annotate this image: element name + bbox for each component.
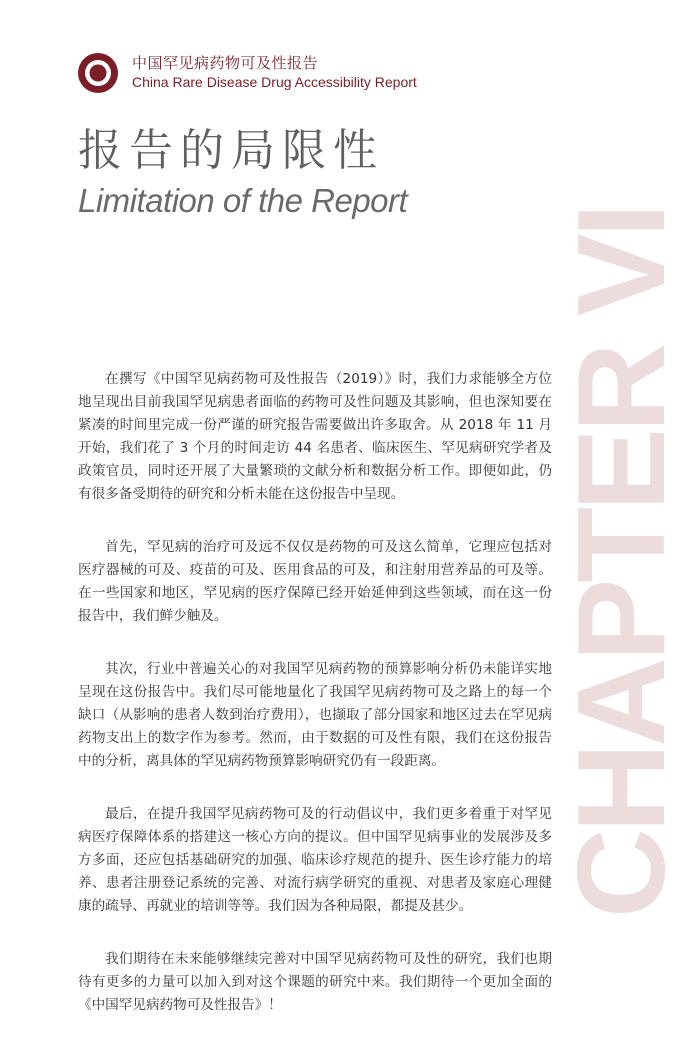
- brand-title-english: China Rare Disease Drug Accessibility Report: [132, 74, 417, 90]
- paragraph: 其次，行业中普遍关心的对我国罕见病药物的预算影响分析仍未能详实地呈现在这份报告中。我们尽可能地量化了我国罕见病药物可及之路上的每一个缺口（从影响的患者人数到治疗费用），也撷取了部分国家和地区过去在罕见病药物支出上的数字作为参考。然而，由于数据的可及性有限，我们在这份报告中的分析，离具体的罕见病药物预算影响研究仍有一段距离。: [78, 661, 552, 769]
- page-title-chinese: 报告的局限性: [78, 125, 384, 176]
- paragraph: 我们期待在未来能够继续完善对中国罕见病药物可及性的研究，我们也期待有更多的力量可以加入到对这个课题的研究中来。我们期待一个更加全面的《中国罕见病药物可及性报告》！: [78, 951, 552, 1013]
- report-logo-icon: [77, 52, 119, 94]
- chapter-watermark: [553, 207, 691, 918]
- paragraph: 最后，在提升我国罕见病药物可及的行动倡议中，我们更多着重于对罕见病医疗保障体系的搭建这一核心方向的提议。但中国罕见病事业的发展涉及多方多面，还应包括基础研究的加强、临床诊疗规范的提升、医生诊疗能力的培养、患者注册登记系统的完善、对流行病学研究的重视、对患者及家庭心理健康的疏导、再就业的培训等等。我们因为各种局限，都提及甚少。: [78, 806, 552, 914]
- page-title-english: Limitation of the Report: [78, 182, 408, 219]
- paragraph: 首先，罕见病的治疗可及远不仅仅是药物的可及这么简单，它理应包括对医疗器械的可及、疫苗的可及、医用食品的可及，和注射用营养品的可及等。在一些国家和地区，罕见病的医疗保障已经开始延伸到这些领域，而在这一份报告中，我们鲜少触及。: [78, 539, 552, 624]
- chapter-label: CHAPTER VI: [553, 207, 691, 918]
- paragraph: 在撰写《中国罕见病药物可及性报告（2019）》时，我们力求能够全方位地呈现出目前我国罕见病患者面临的药物可及性问题及其影响，但也深知要在紧凑的时间里完成一份严谨的研究报告需要做出许多取舍。从 2018 年 11 月开始，我们花了 3 个月的时间走访 44 名患者、临床医生、罕见病研究学者及政策官员，同时还开展了大量繁琐的文献分析和数据分析工作。即便如此，仍有很多备受期待的研究和分析未能在这份报告中呈现。: [78, 371, 552, 502]
- body-text: [78, 368, 552, 1047]
- brand-title-chinese: 中国罕见病药物可及性报告: [132, 54, 319, 72]
